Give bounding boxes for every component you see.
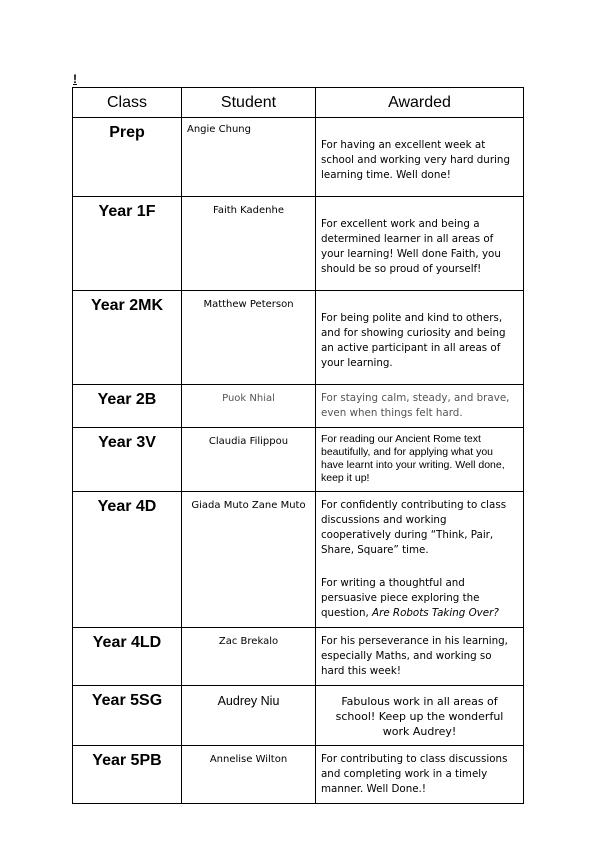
student-cell: Faith Kadenhe (182, 197, 316, 291)
award-cell: For staying calm, steady, and brave, even when things felt hard. (316, 385, 524, 428)
award-text-italic: Are Robots Taking Over? (372, 607, 499, 619)
class-cell: Year 4LD (73, 628, 182, 686)
award-cell: Fabulous work in all areas of school! Keep up the wonderful work Audrey! (316, 686, 524, 746)
award-cell (316, 492, 524, 628)
awards-table (72, 87, 524, 804)
student-cell: Annelise Wilton (182, 746, 316, 804)
class-cell: Year 3V (73, 428, 182, 492)
award-cell: For excellent work and being a determined learner in all areas of your learning! Well done Faith, you should be so proud of yourself! (316, 197, 524, 291)
award-cell: For his perseverance in his learning, especially Maths, and working so hard this week! (316, 628, 524, 686)
table-row (73, 385, 524, 428)
table-row (73, 118, 524, 197)
award-cell: For having an excellent week at school and working very hard during learning time. Well done! (316, 118, 524, 197)
student-cell: Audrey Niu (182, 686, 316, 746)
student-cell: Zac Brekalo (182, 628, 316, 686)
header-class: Class (73, 88, 182, 118)
class-cell: Year 5SG (73, 686, 182, 746)
award-cell: For reading our Ancient Rome text beautifully, and for applying what you have learnt into your writing. Well done, keep it up! (316, 428, 524, 492)
table-row (73, 492, 524, 628)
student-name: Zane Muto (251, 500, 306, 511)
header-awarded: Awarded (316, 88, 524, 118)
class-cell: Year 4D (73, 492, 182, 628)
award-text (321, 576, 518, 621)
class-cell: Year 2B (73, 385, 182, 428)
class-cell: Year 2MK (73, 291, 182, 385)
exclamation-mark: ! (73, 72, 77, 86)
award-text: For confidently contributing to class discussions and working cooperatively during “Think, Pair, Share, Square” time. (321, 499, 507, 556)
award-cell: For being polite and kind to others, and for showing curiosity and being an active participant in all areas of your learning. (316, 291, 524, 385)
header-student: Student (182, 88, 316, 118)
student-cell: Puok Nhial (182, 385, 316, 428)
table-row (73, 686, 524, 746)
award-cell: For contributing to class discussions and completing work in a timely manner. Well Done.! (316, 746, 524, 804)
table-row (73, 197, 524, 291)
student-cell: Angie Chung (182, 118, 316, 197)
table-row (73, 628, 524, 686)
award-text-plain: For writing a thoughtful and persuasive piece exploring the question, (321, 577, 480, 619)
header-row (73, 88, 524, 118)
class-cell: Prep (73, 118, 182, 197)
table-row (73, 291, 524, 385)
class-cell: Year 1F (73, 197, 182, 291)
table-row (73, 746, 524, 804)
student-cell: Claudia Filippou (182, 428, 316, 492)
student-cell: Matthew Peterson (182, 291, 316, 385)
class-cell: Year 5PB (73, 746, 182, 804)
table-row (73, 428, 524, 492)
student-name: Giada Muto (191, 500, 249, 511)
student-cell (182, 492, 316, 628)
